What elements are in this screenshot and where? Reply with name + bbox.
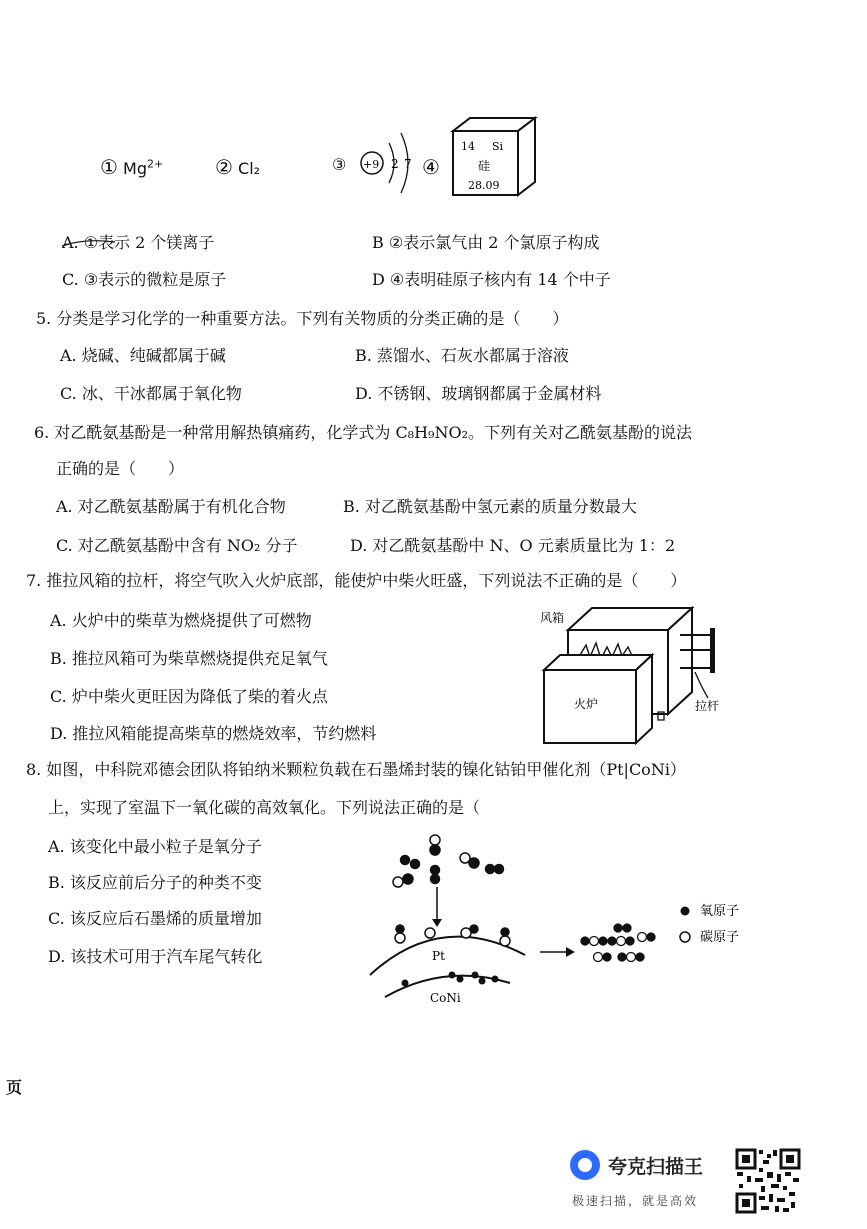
- app-slogan: 极速扫描，就是高效: [572, 1194, 699, 1208]
- symbol-2-text: Cl₂: [238, 159, 261, 178]
- symbol-4-num: ④: [422, 155, 440, 179]
- legend-carbon: 碳原子: [700, 930, 740, 945]
- shell-1-electrons: 2: [391, 157, 399, 171]
- q5-option-d: D. 不锈钢、玻璃钢都属于金属材料: [355, 384, 602, 403]
- q6-option-a: A. 对乙酰氨基酚属于有机化合物: [56, 497, 286, 516]
- q6-option-b: B. 对乙酰氨基酚中氢元素的质量分数最大: [343, 497, 637, 516]
- scanner-logo-icon: [570, 1150, 600, 1180]
- symbol-cl2: [215, 155, 260, 179]
- label-rod: 拉杆: [695, 699, 720, 713]
- symbol-1-num: ①: [100, 155, 118, 179]
- symbol-mg: [100, 155, 163, 179]
- element-name: 硅: [478, 159, 491, 173]
- page-mark: 页: [6, 1078, 23, 1097]
- q7-stem: 7. 推拉风箱的拉杆，将空气吹入火炉底部，能使炉中柴火旺盛，下列说法不正确的是（ ）: [26, 571, 687, 590]
- q5-option-c: C. 冰、干冰都属于氧化物: [60, 384, 242, 403]
- symbol-2-num: ②: [215, 155, 233, 179]
- label-furnace: 火炉: [574, 697, 599, 711]
- q8-option-c: C. 该反应后石墨烯的质量增加: [48, 909, 262, 928]
- app-name: 夸克扫描王: [608, 1156, 704, 1178]
- q8-stem-line1: 8. 如图，中科院邓德会团队将铂纳米颗粒负载在石墨烯封装的镍化钴铂甲催化剂（Pt|CoNi）: [26, 760, 686, 779]
- label-pt: Pt: [432, 949, 445, 963]
- label-bellows: 风箱: [540, 611, 565, 625]
- legend-oxygen: 氧原子: [700, 904, 740, 919]
- legend-carbon-marker: [680, 932, 690, 942]
- q5-stem: 5. 分类是学习化学的一种重要方法。下列有关物质的分类正确的是（ ）: [36, 309, 569, 328]
- q6-stem-line1: 6. 对乙酰氨基酚是一种常用解热镇痛药，化学式为 C₈H₉NO₂。下列有关对乙酰氨基酚的说法: [34, 423, 692, 442]
- bellows-furnace-figure: [530, 600, 760, 750]
- atomic-number: 14: [461, 140, 475, 153]
- q7-option-c: C. 炉中柴火更旺因为降低了柴的着火点: [50, 687, 328, 706]
- element-symbol: Si: [492, 140, 504, 153]
- q4-option-b: B ②表示氯气由 2 个氯原子构成: [372, 233, 600, 252]
- symbol-1-sup: 2+: [147, 157, 164, 171]
- q8-stem-line2: 上，实现了室温下一氧化碳的高效氧化。下列说法正确的是（: [48, 798, 481, 817]
- nucleus-charge: +9: [363, 158, 380, 171]
- q8-option-a: A. 该变化中最小粒子是氧分子: [48, 837, 262, 856]
- atomic-mass: 28.09: [468, 179, 500, 192]
- q7-option-d: D. 推拉风箱能提高柴草的燃烧效率，节约燃料: [50, 724, 377, 743]
- silicon-element-cube: [448, 115, 543, 200]
- q6-option-c: C. 对乙酰氨基酚中含有 NO₂ 分子: [56, 536, 298, 555]
- q4-option-a: A. ①表示 2 个镁离子: [62, 233, 215, 252]
- symbol-3-num: ③: [332, 155, 347, 174]
- co-oxidation-figure: [360, 825, 780, 1010]
- strike-mark: [60, 234, 120, 254]
- q7-option-b: B. 推拉风箱可为柴草燃烧提供充足氧气: [50, 649, 328, 668]
- qr-code-icon: [735, 1148, 801, 1214]
- q6-option-d: D. 对乙酰氨基酚中 N、O 元素质量比为 1：2: [350, 536, 676, 555]
- q7-option-a: A. 火炉中的柴草为燃烧提供了可燃物: [50, 611, 312, 630]
- symbol-1-text: Mg: [123, 159, 147, 178]
- q6-stem-line2: 正确的是（ ）: [56, 459, 185, 478]
- q8-option-b: B. 该反应前后分子的种类不变: [48, 873, 262, 892]
- label-coni: CoNi: [430, 991, 461, 1005]
- q4-option-d: D ④表明硅原子核内有 14 个中子: [372, 270, 611, 289]
- q5-option-b: B. 蒸馏水、石灰水都属于溶液: [355, 346, 569, 365]
- atom-structure-diagram: [355, 125, 425, 205]
- q8-option-d: D. 该技术可用于汽车尾气转化: [48, 947, 263, 966]
- q4-option-c: C. ③表示的微粒是原子: [62, 270, 227, 289]
- q5-option-a: A. 烧碱、纯碱都属于碱: [60, 346, 226, 365]
- shell-2-electrons: 7: [404, 157, 412, 171]
- legend-oxygen-marker: [681, 907, 690, 916]
